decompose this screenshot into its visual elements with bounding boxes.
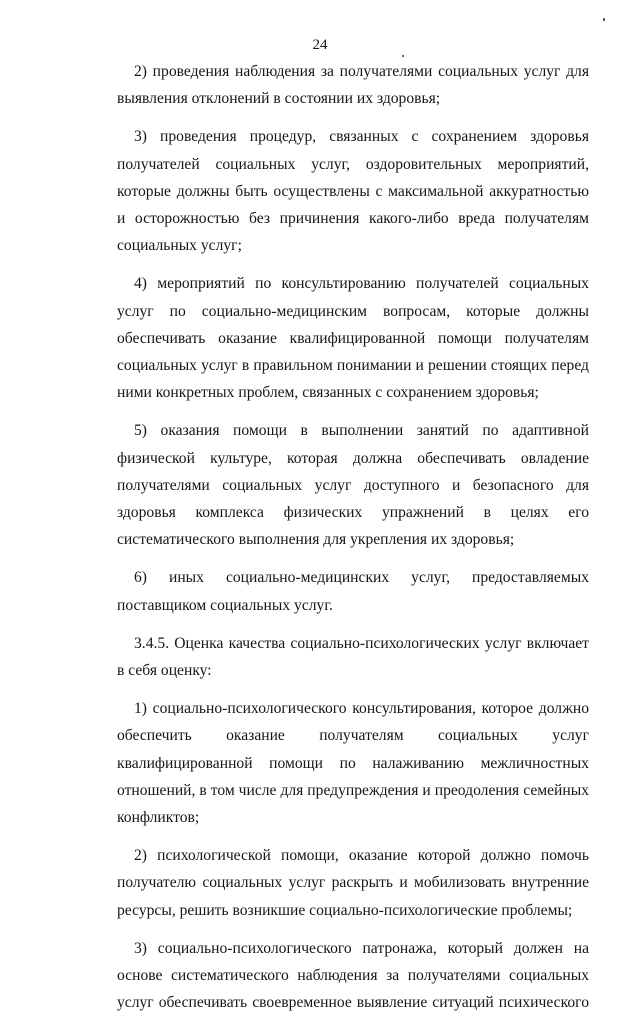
scan-speck xyxy=(603,18,605,21)
paragraph-psych-item-1: 1) социально-психологического консультирования, которое должно обеспечить оказание получателям социальных услуг квалифицированной помощи по налаживанию межличностных отношений, в том числе для предупреждения и преодоления семейных конфликтов; xyxy=(117,700,589,827)
page-number: 24 xyxy=(312,37,328,53)
scan-speck xyxy=(402,55,404,57)
paragraph-item-6: 6) иных социально-медицинских услуг, предоставляемых поставщиком социальных услуг. xyxy=(117,569,589,614)
body-text xyxy=(117,58,589,1017)
paragraph-psych-item-3: 3) социально-психологического патронажа, который должен на основе систематического наблюдения за получателями социальных услуг обеспечивать своевременное выявление ситуаций психического xyxy=(117,939,589,1012)
paragraph-item-5: 5) оказания помощи в выполнении занятий по адаптивной физической культуре, которая должна обеспечивать овладение получателями социальных услуг доступного и безопасного для здоровья комплекса физических упражнений в целях его систематического выполнения для укрепления их здоровья; xyxy=(117,422,589,549)
paragraph-item-2: 2) проведения наблюдения за получателями социальных услуг для выявления отклонений в состоянии их здоровья; xyxy=(117,63,589,108)
paragraph-psych-item-2: 2) психологической помощи, оказание которой должно помочь получателю социальных услуг раскрыть и мобилизовать внутренние ресурсы, решить возникшие социально-психологические проблемы; xyxy=(117,847,589,919)
paragraph-section-3-4-5: 3.4.5. Оценка качества социально-психологических услуг включает в себя оценку: xyxy=(117,634,589,680)
paragraph-item-4: 4) мероприятий по консультированию получателей социальных услуг по социально-медицинским вопросам, которые должны обеспечивать оказание квалифицированной помощи получателям социальных услуг в правильном понимании и решении стоящих перед ними конкретных проблем, связанных с сохранением здоровья; xyxy=(117,275,589,402)
paragraph-item-3: 3) проведения процедур, связанных с сохранением здоровья получателей социальных услуг, оздоровительных мероприятий, которые должны быть осуществлены с максимальной аккуратностью и осторожностью без причинения какого-либо вреда получателям социальных услуг; xyxy=(117,128,589,255)
